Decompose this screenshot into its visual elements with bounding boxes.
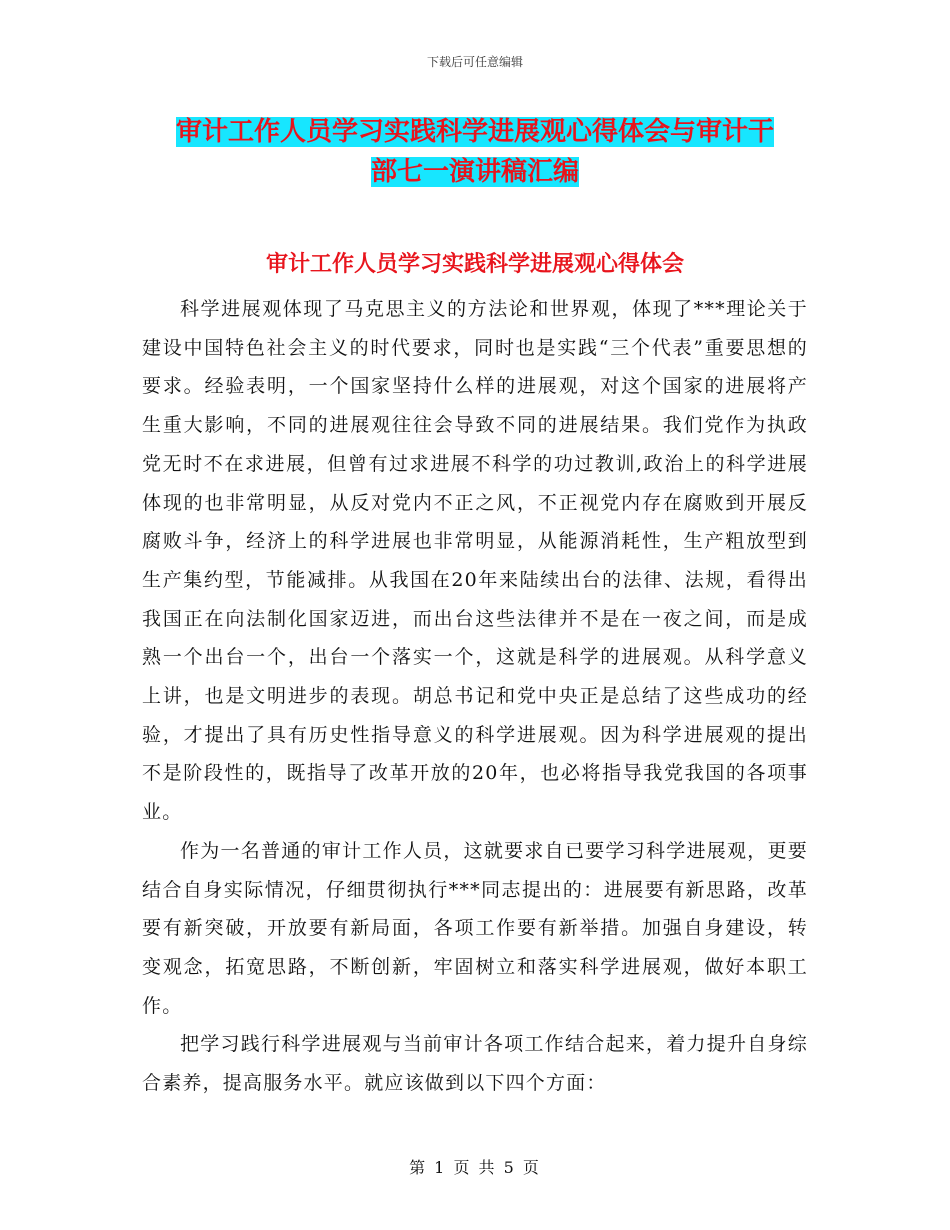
- paragraph: 作为一名普通的审计工作人员，这就要求自已要学习科学进展观，更要结合自身实际情况，仔细贯彻执行***同志提出的：进展要有新思路，改革要有新突破，开放要有新局面，各项工作要有新举措。加强自身建设，转变观念，拓宽思路，不断创新，牢固树立和落实科学进展观，做好本职工作。: [142, 839, 808, 1017]
- header-note: 下载后可任意编辑: [426, 55, 523, 69]
- paragraph: 把学习践行科学进展观与当前审计各项工作结合起来，着力提升自身综合素养，提高服务水平。就应该做到以下四个方面：: [142, 1033, 808, 1095]
- document-title-line-2: 部七一演讲稿汇编: [370, 157, 579, 187]
- document-title: [140, 112, 810, 192]
- paragraph: 科学进展观体现了马克思主义的方法论和世界观，体现了***理论关于建设中国特色社会主义的时代要求，同时也是实践“三个代表”重要思想的要求。经验表明，一个国家坚持什么样的进展观，对这个国家的进展将产生重大影响，不同的进展观往往会导致不同的进展结果。我们党作为执政党无时不在求进展，但曾有过求进展不科学的功过教训,政治上的科学进展体现的也非常明显，从反对党内不正之风，不正视党内存在腐败到开展反腐败斗争，经济上的科学进展也非常明显，从能源消耗性，生产粗放型到生产集约型，节能减排。从我国在20年来陆续出台的法律、法规，看得出我国正在向法制化国家迈进，而出台这些法律并不是在一夜之间，而是成熟一个出台一个，出台一个落实一个，这就是科学的进展观。从科学意义上讲，也是文明进步的表现。胡总书记和党中央正是总结了这些成功的经验，才提出了具有历史性指导意义的科学进展观。因为科学进展观的提出不是阶段性的，既指导了改革开放的20年，也必将指导我党我国的各项事业。: [142, 298, 808, 824]
- page-footer: 第 1 页 共 5 页: [409, 1158, 541, 1177]
- body-text: [142, 290, 808, 1103]
- section-title: 审计工作人员学习实践科学进展观心得体会: [265, 252, 684, 277]
- document-title-line-1: 审计工作人员学习实践科学进展观心得体会与审计干: [175, 117, 774, 147]
